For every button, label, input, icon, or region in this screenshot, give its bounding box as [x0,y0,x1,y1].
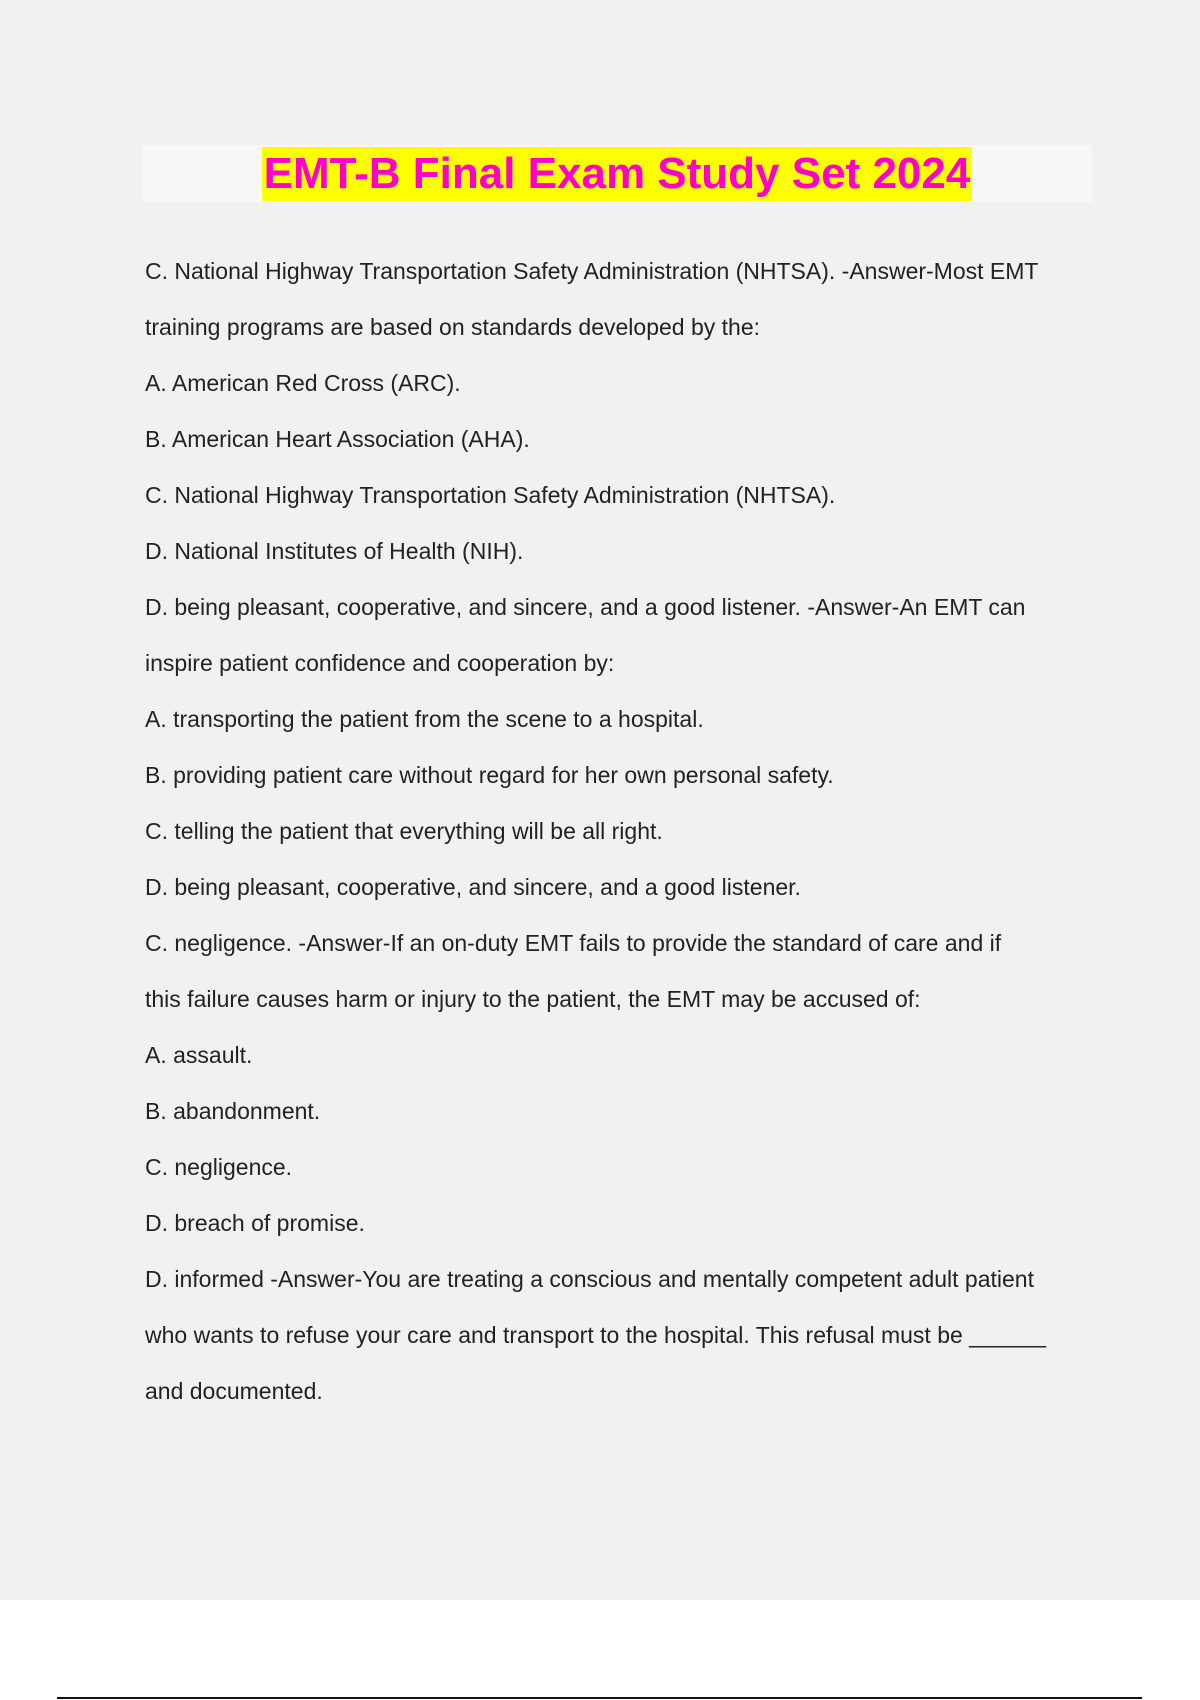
text-line: B. providing patient care without regard for her own personal safety. [145,762,834,788]
text-line: C. negligence. [145,1154,293,1180]
text-line: D. informed -Answer-You are treating a conscious and mentally competent adult patient [145,1266,1034,1292]
title-band [142,145,1092,202]
text-line: A. transporting the patient from the scene to a hospital. [145,706,704,732]
text-line: D. being pleasant, cooperative, and sincere, and a good listener. [145,874,801,900]
text-line: who wants to refuse your care and transport to the hospital. This refusal must be ______ [145,1322,1046,1348]
text-line: C. telling the patient that everything will be all right. [145,818,663,844]
text-line: inspire patient confidence and cooperation by: [145,650,615,676]
text-line: and documented. [145,1378,323,1404]
text-line: C. negligence. -Answer-If an on-duty EMT fails to provide the standard of care and if [145,930,1002,956]
text-line: D. being pleasant, cooperative, and sincere, and a good listener. -Answer-An EMT can [145,594,1026,620]
text-line: D. breach of promise. [145,1210,365,1236]
text-line: A. American Red Cross (ARC). [145,370,461,396]
study-set-content [145,243,1105,1419]
text-line: D. National Institutes of Health (NIH). [145,538,524,564]
text-line: training programs are based on standards developed by the: [145,314,761,340]
text-line: this failure causes harm or injury to the patient, the EMT may be accused of: [145,986,921,1012]
text-line: B. abandonment. [145,1098,321,1124]
text-line: C. National Highway Transportation Safety Administration (NHTSA). -Answer-Most EMT [145,258,1039,284]
text-line: B. American Heart Association (AHA). [145,426,530,452]
text-line: C. National Highway Transportation Safety Administration (NHTSA). [145,482,836,508]
page-footer-rule [57,1697,1142,1699]
text-line: A. assault. [145,1042,253,1068]
document-title: EMT-B Final Exam Study Set 2024 [262,147,973,201]
